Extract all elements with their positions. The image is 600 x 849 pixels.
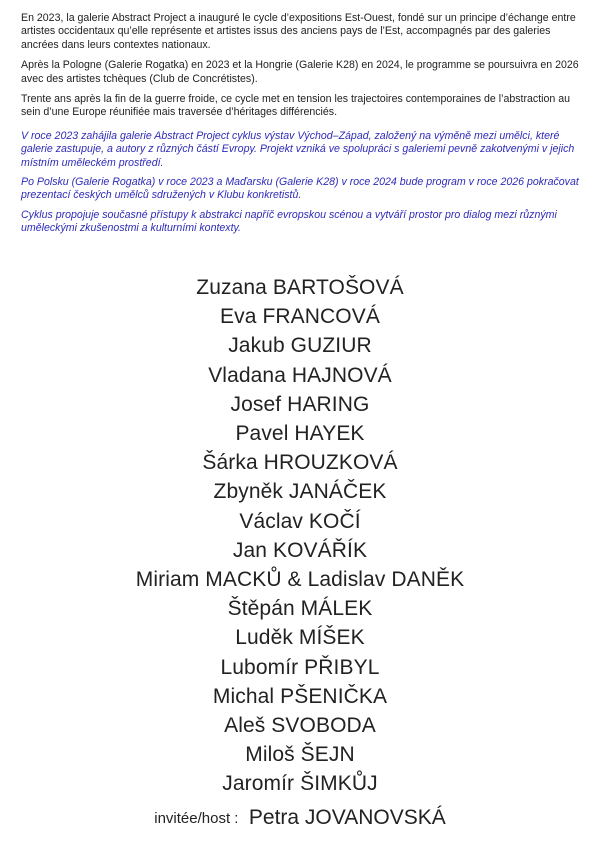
artist-list bbox=[0, 273, 600, 799]
artist-name: Miriam MACKŮ & Ladislav DANĚK bbox=[135, 568, 465, 592]
artist-name: Václav KOČÍ bbox=[239, 509, 361, 533]
artist-name: Zuzana BARTOŠOVÁ bbox=[196, 276, 404, 299]
artist-name: Zbyněk JANÁČEK bbox=[213, 480, 387, 504]
artist-name: Jakub GUZIUR bbox=[228, 334, 372, 358]
artist-name: Vladana HAJNOVÁ bbox=[208, 363, 392, 387]
artist-name: Aleš SVOBODA bbox=[224, 714, 376, 738]
intro-paragraph-cz: Cyklus propojuje současné přístupy k abstrakci napříč evropskou scénou a vytváří prostor pro dialog mezi různými uměleckými zkušenostmi a kulturními kontexty. bbox=[21, 208, 557, 235]
intro-paragraph-cz: V roce 2023 zahájila galerie Abstract Project cyklus výstav Východ–Západ, založený na výměně mezi umělci, které galerie zastupuje, a autory z různých částí Evropy. Projekt vzniká ve spolupráci s galeriemi pevně zakotvenými v jejich místním uměleckém prostředí. bbox=[21, 129, 575, 169]
artist-name: Luděk MÍŠEK bbox=[235, 626, 365, 650]
artist-name: Lubomír PŘIBYL bbox=[220, 655, 380, 679]
guest-name: Petra JOVANOVSKÁ bbox=[248, 806, 446, 829]
intro-paragraph-fr: Trente ans après la fin de la guerre froide, ce cycle met en tension les trajectoires contemporaines de l’abstraction au sein d’une Europe réunifiée mais traversée d’héritages différenciés. bbox=[21, 93, 571, 119]
artist-name: Jaromír ŠIMKŮJ bbox=[222, 772, 378, 796]
artist-name: Eva FRANCOVÁ bbox=[220, 305, 380, 329]
guest-artist-line bbox=[0, 806, 600, 830]
artist-name: Pavel HAYEK bbox=[235, 422, 365, 446]
guest-label: invitée/host : bbox=[154, 810, 239, 827]
artist-name: Miloš ŠEJN bbox=[245, 743, 355, 767]
artist-name: Josef HARING bbox=[230, 392, 370, 416]
artist-name: Michal PŠENIČKA bbox=[212, 684, 388, 708]
intro-paragraph-fr: Après la Pologne (Galerie Rogatka) en 2023 et la Hongrie (Galerie K28) en 2024, le programme se poursuivra en 2026 avec des artistes tchèques (Club de Concrétistes). bbox=[21, 59, 579, 85]
intro-text-block bbox=[21, 12, 581, 242]
intro-paragraph-fr: En 2023, la galerie Abstract Project a inauguré le cycle d’expositions Est-Ouest, fondé sur un principe d’échange entre artistes occidentaux qu’elle représente et artistes issus des anciens pays de l’Est, accompagnés par des galeries ancrées dans leurs contextes nationaux. bbox=[21, 12, 576, 51]
artist-name: Šárka HROUZKOVÁ bbox=[202, 451, 398, 475]
artist-name: Jan KOVÁŘÍK bbox=[232, 538, 368, 562]
intro-paragraph-cz: Po Polsku (Galerie Rogatka) v roce 2023 a Maďarsku (Galerie K28) v roce 2024 bude program v roce 2026 pokračovat prezentací českých umělců sdružených v Klubu konkretistů. bbox=[21, 176, 579, 202]
artist-name: Štěpán MÁLEK bbox=[227, 597, 373, 621]
